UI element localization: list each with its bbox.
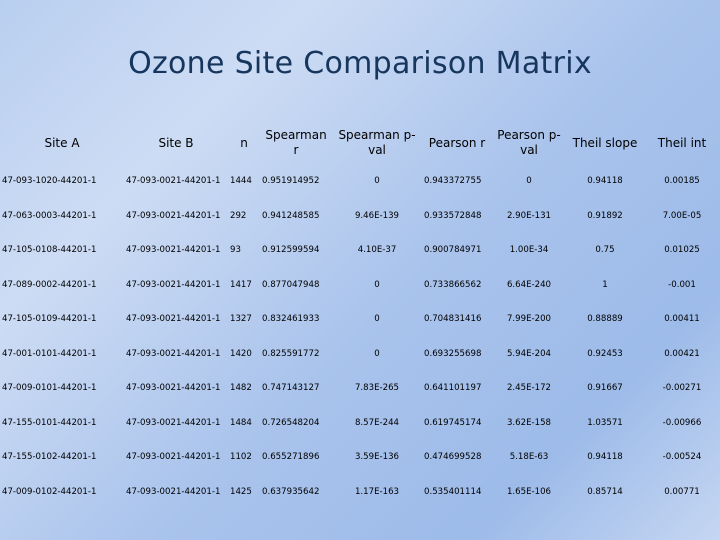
cell-n: 1102 <box>230 452 252 463</box>
cell-site-a: 47-155-0102-44201-1 <box>2 452 97 463</box>
cell-pearson-pval: 2.90E-131 <box>506 210 552 221</box>
header-site-b: Site B <box>158 135 194 150</box>
cell-n: 93 <box>230 245 241 256</box>
cell-spearman-r: 0.832461933 <box>262 314 320 325</box>
cell-site-a: 47-009-0101-44201-1 <box>2 383 97 394</box>
cell-theil-slope: 0.94118 <box>587 176 623 187</box>
cell-site-b: 47-093-0021-44201-1 <box>126 279 221 290</box>
cell-pearson-r: 0.474699528 <box>424 452 482 463</box>
header-theil-slope: Theil slope <box>572 135 638 150</box>
cell-n: 1327 <box>230 314 252 325</box>
cell-spearman-r: 0.877047948 <box>262 279 320 290</box>
cell-spearman-pval: 3.59E-136 <box>354 452 400 463</box>
cell-theil-slope: 0.91892 <box>587 210 623 221</box>
cell-pearson-pval: 1.00E-34 <box>509 245 549 256</box>
cell-theil-slope: 1 <box>602 279 608 290</box>
cell-site-a: 47-001-0101-44201-1 <box>2 348 97 359</box>
cell-theil-int: -0.00271 <box>662 383 702 394</box>
cell-spearman-pval: 9.46E-139 <box>354 210 400 221</box>
cell-theil-int: 0.00771 <box>664 486 700 497</box>
cell-pearson-r: 0.900784971 <box>424 245 482 256</box>
cell-theil-int: 0.00421 <box>664 348 700 359</box>
table-row <box>0 440 720 475</box>
cell-site-b: 47-093-0021-44201-1 <box>126 348 221 359</box>
cell-pearson-r: 0.704831416 <box>424 314 482 325</box>
table-row <box>0 302 720 337</box>
cell-pearson-pval: 0 <box>526 176 532 187</box>
cell-spearman-pval: 7.83E-265 <box>354 383 400 394</box>
cell-pearson-r: 0.693255698 <box>424 348 482 359</box>
cell-spearman-r: 0.951914952 <box>262 176 320 187</box>
cell-spearman-r: 0.941248585 <box>262 210 320 221</box>
header-theil-int: Theil int <box>657 135 707 150</box>
cell-spearman-r: 0.655271896 <box>262 452 320 463</box>
cell-site-b: 47-093-0021-44201-1 <box>126 417 221 428</box>
cell-n: 1425 <box>230 486 252 497</box>
cell-theil-int: -0.001 <box>668 279 696 290</box>
cell-spearman-pval: 0 <box>374 314 380 325</box>
cell-pearson-pval: 5.18E-63 <box>509 452 549 463</box>
header-pearson-pval: Pearson p-val <box>497 128 561 157</box>
cell-n: 1420 <box>230 348 252 359</box>
header-n: n <box>240 135 248 150</box>
cell-site-a: 47-063-0003-44201-1 <box>2 210 97 221</box>
cell-spearman-r: 0.825591772 <box>262 348 320 359</box>
cell-spearman-pval: 0 <box>374 348 380 359</box>
cell-site-b: 47-093-0021-44201-1 <box>126 486 221 497</box>
table-row <box>0 233 720 268</box>
cell-spearman-pval: 1.17E-163 <box>354 486 400 497</box>
cell-spearman-pval: 0 <box>374 176 380 187</box>
comparison-table <box>0 122 720 509</box>
cell-theil-slope: 0.88889 <box>587 314 623 325</box>
table-row <box>0 371 720 406</box>
table-body <box>0 164 720 509</box>
cell-pearson-r: 0.933572848 <box>424 210 482 221</box>
header-row <box>0 122 720 164</box>
cell-site-a: 47-105-0109-44201-1 <box>2 314 97 325</box>
cell-theil-slope: 0.94118 <box>587 452 623 463</box>
cell-pearson-r: 0.943372755 <box>424 176 482 187</box>
cell-pearson-pval: 1.65E-106 <box>506 486 552 497</box>
cell-n: 1417 <box>230 279 252 290</box>
cell-site-b: 47-093-0021-44201-1 <box>126 210 221 221</box>
cell-spearman-pval: 0 <box>374 279 380 290</box>
cell-pearson-pval: 5.94E-204 <box>506 348 552 359</box>
header-spearman-r: Spearman r <box>265 128 327 157</box>
cell-pearson-r: 0.619745174 <box>424 417 482 428</box>
cell-site-b: 47-093-0021-44201-1 <box>126 452 221 463</box>
cell-spearman-r: 0.912599594 <box>262 245 320 256</box>
cell-pearson-r: 0.535401114 <box>424 486 482 497</box>
cell-theil-slope: 0.92453 <box>587 348 623 359</box>
cell-site-a: 47-155-0101-44201-1 <box>2 417 97 428</box>
cell-theil-int: 0.00411 <box>664 314 700 325</box>
cell-spearman-r: 0.637935642 <box>262 486 320 497</box>
table-row <box>0 268 720 303</box>
cell-pearson-r: 0.733866562 <box>424 279 482 290</box>
cell-theil-slope: 1.03571 <box>587 417 623 428</box>
cell-theil-int: 0.00185 <box>664 176 700 187</box>
table-row <box>0 199 720 234</box>
cell-site-b: 47-093-0021-44201-1 <box>126 176 221 187</box>
cell-site-a: 47-089-0002-44201-1 <box>2 279 97 290</box>
cell-site-a: 47-009-0102-44201-1 <box>2 486 97 497</box>
cell-theil-slope: 0.75 <box>595 245 615 256</box>
cell-pearson-r: 0.641101197 <box>424 383 482 394</box>
cell-pearson-pval: 7.99E-200 <box>506 314 552 325</box>
cell-theil-int: 0.01025 <box>664 245 700 256</box>
cell-n: 1484 <box>230 417 252 428</box>
cell-n: 292 <box>230 210 247 221</box>
cell-n: 1444 <box>230 176 252 187</box>
table-row <box>0 164 720 199</box>
header-spearman-pval: Spearman p-val <box>338 128 416 157</box>
cell-theil-int: 7.00E-05 <box>662 210 702 221</box>
cell-site-b: 47-093-0021-44201-1 <box>126 245 221 256</box>
cell-spearman-pval: 4.10E-37 <box>357 245 397 256</box>
cell-spearman-r: 0.747143127 <box>262 383 320 394</box>
cell-n: 1482 <box>230 383 252 394</box>
cell-site-b: 47-093-0021-44201-1 <box>126 383 221 394</box>
table-row <box>0 475 720 510</box>
header-pearson-r: Pearson r <box>428 135 486 150</box>
cell-theil-int: -0.00524 <box>662 452 702 463</box>
header-site-a: Site A <box>44 135 80 150</box>
slide-title: Ozone Site Comparison Matrix <box>128 46 592 81</box>
cell-spearman-r: 0.726548204 <box>262 417 320 428</box>
cell-theil-slope: 0.85714 <box>587 486 623 497</box>
table-row <box>0 406 720 441</box>
cell-site-b: 47-093-0021-44201-1 <box>126 314 221 325</box>
cell-site-a: 47-105-0108-44201-1 <box>2 245 97 256</box>
table-row <box>0 337 720 372</box>
cell-theil-int: -0.00966 <box>662 417 702 428</box>
cell-pearson-pval: 2.45E-172 <box>506 383 552 394</box>
cell-theil-slope: 0.91667 <box>587 383 623 394</box>
cell-pearson-pval: 6.64E-240 <box>506 279 552 290</box>
cell-pearson-pval: 3.62E-158 <box>506 417 552 428</box>
cell-spearman-pval: 8.57E-244 <box>354 417 400 428</box>
cell-site-a: 47-093-1020-44201-1 <box>2 176 97 187</box>
